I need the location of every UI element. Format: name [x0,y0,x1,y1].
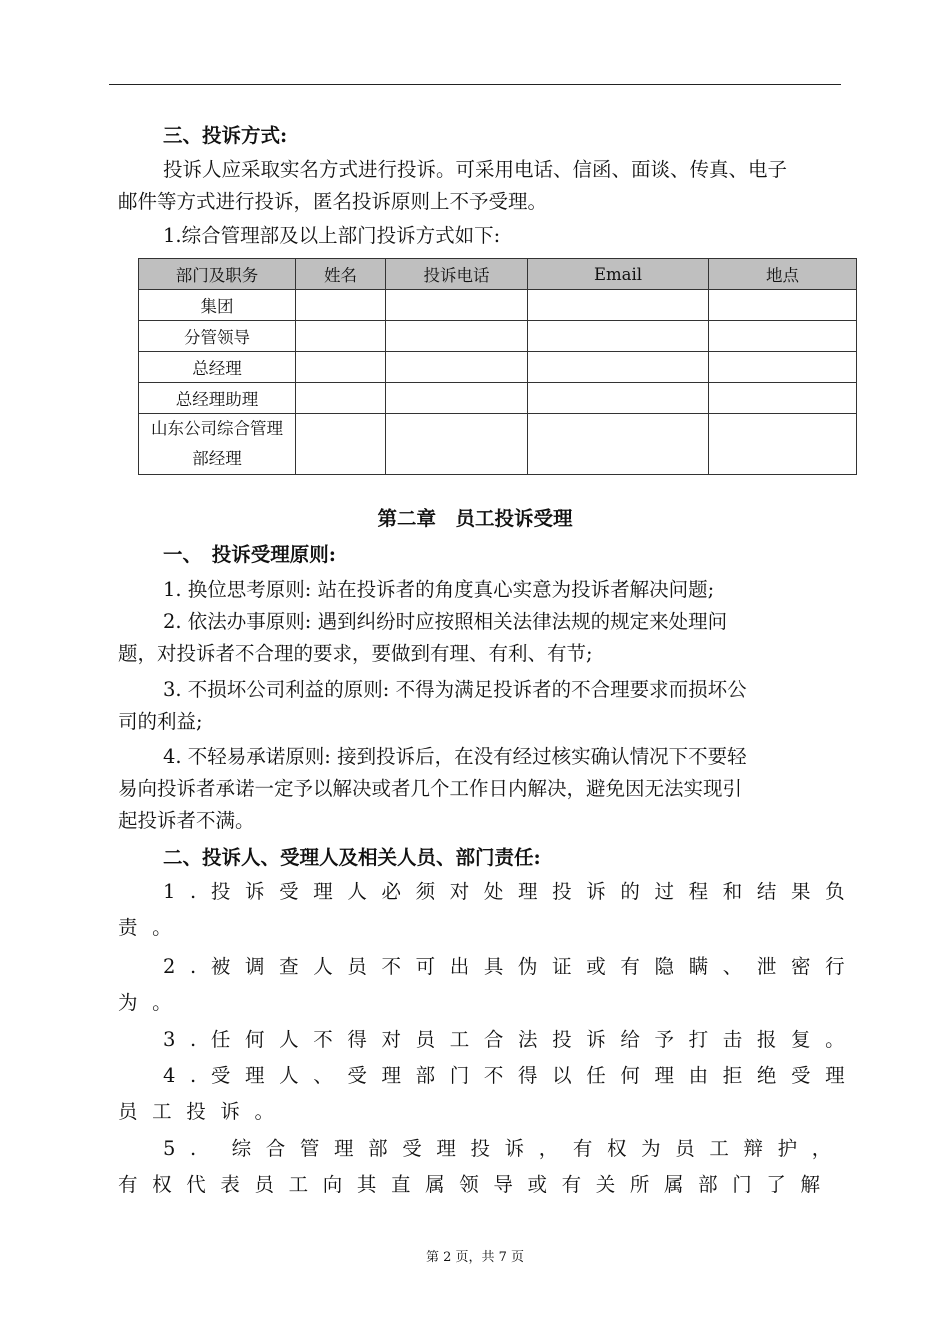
table-row [139,383,857,414]
table-row [139,414,857,475]
table-cell [528,414,709,475]
list-item: 2.被调查人员不可出具伪证或有隐瞒、泄密行 [163,955,860,978]
list-item: 5. 综合管理部受理投诉，有权为员工辩护， [163,1137,846,1160]
table-cell [386,352,528,383]
table-cell [296,352,386,383]
table-cell: 分管领导 [139,321,296,352]
paragraph-line: 投诉人应采取实名方式进行投诉。可采用电话、信函、面谈、传真、电子 [163,158,788,181]
paragraph-line: 员工投诉。 [118,1100,289,1123]
contact-table [138,258,857,475]
paragraph-line: 题，对投诉者不合理的要求，要做到有理、有利、有节; [118,642,593,665]
list-item: 3. 不损坏公司利益的原则: 不得为满足投诉者的不合理要求而损坏公 [163,678,747,701]
table-cell [386,290,528,321]
table-cell: 总经理助理 [139,383,296,414]
list-item: 1. 换位思考原则: 站在投诉者的角度真心实意为投诉者解决问题; [163,578,715,601]
list-item: 3.任何人不得对员工合法投诉给予打击报复。 [163,1028,860,1051]
header-rule [109,84,841,85]
table-cell [709,383,857,414]
list-item: 1.综合管理部及以上部门投诉方式如下: [163,224,501,247]
list-item: 1.投诉受理人必须对处理投诉的过程和结果负 [163,880,860,903]
column-header: Email [528,259,709,290]
column-header: 部门及职务 [139,259,296,290]
paragraph-line: 起投诉者不满。 [118,809,255,832]
table-cell [386,383,528,414]
table-cell: 集团 [139,290,296,321]
table-cell [386,321,528,352]
table-cell [709,352,857,383]
table-row [139,290,857,321]
table-header-row [139,259,857,290]
table-cell [528,352,709,383]
table-cell [296,383,386,414]
chapter-title: 第二章 员工投诉受理 [377,507,573,530]
page-number: 第 2 页，共 7 页 [425,1250,525,1265]
table-cell [709,414,857,475]
table-cell [386,414,528,475]
list-item: 4.受理人、受理部门不得以任何理由拒绝受理 [163,1064,860,1087]
column-header: 地点 [709,259,857,290]
paragraph-line: 易向投诉者承诺一定予以解决或者几个工作日内解决，避免因无法实现引 [118,777,743,800]
column-header: 姓名 [296,259,386,290]
section-heading-responsibilities: 二、投诉人、受理人及相关人员、部门责任: [163,846,541,869]
paragraph-line: 为。 [118,991,187,1014]
table-cell [296,321,386,352]
table-row [139,352,857,383]
paragraph-line: 有权代表员工向其直属领导或有关所属部门了解 [118,1173,835,1196]
table-cell: 总经理 [139,352,296,383]
list-item: 2. 依法办事原则: 遇到纠纷时应按照相关法律法规的规定来处理问 [163,610,728,633]
column-header: 投诉电话 [386,259,528,290]
table-cell: 山东公司综合管理部经理 [139,414,296,475]
table-cell [296,290,386,321]
paragraph-line: 邮件等方式进行投诉，匿名投诉原则上不予受理。 [118,190,548,213]
table-cell [709,321,857,352]
table-cell [709,290,857,321]
table-cell [296,414,386,475]
paragraph-line: 司的利益; [118,710,203,733]
section-heading-acceptance-principles: 一、 投诉受理原则: [163,543,336,566]
table-row [139,321,857,352]
table-cell [528,290,709,321]
table-cell [528,383,709,414]
list-item: 4. 不轻易承诺原则: 接到投诉后，在没有经过核实确认情况下不要轻 [163,745,747,768]
paragraph-line: 责。 [118,916,187,939]
table-cell [528,321,709,352]
section-heading-complaint-methods: 三、投诉方式: [163,124,288,147]
